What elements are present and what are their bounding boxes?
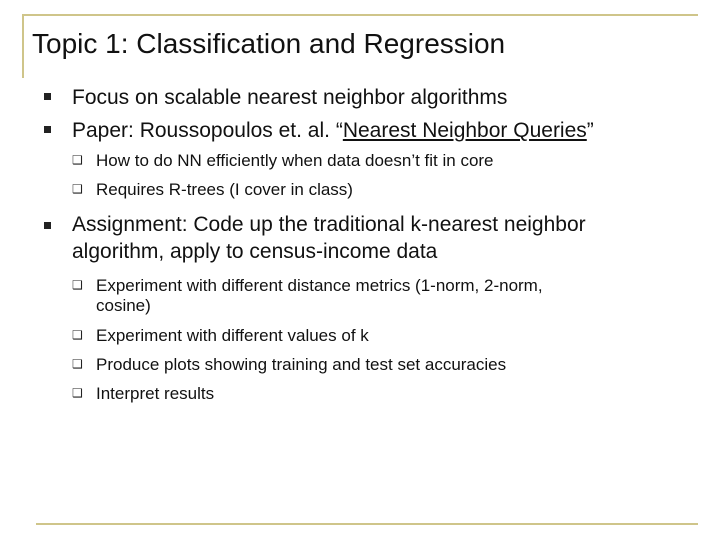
checkbox-bullet-icon: ❑ <box>72 357 83 371</box>
square-bullet-icon <box>44 126 51 133</box>
checkbox-bullet-icon: ❑ <box>72 182 83 196</box>
sub-bullet-text: Requires R-trees (I cover in class) <box>96 180 353 199</box>
sub-bullet-text: Experiment with different distance metrics (1-norm, 2-norm, <box>96 276 543 295</box>
bullet-text-2-suffix: ” <box>586 119 594 142</box>
paper-title-link[interactable]: Nearest Neighbor Queries <box>342 119 587 142</box>
sub-bullet-text: Experiment with different values of k <box>96 326 369 345</box>
sub-bullet-text: Produce plots showing training and test set accuracies <box>96 355 507 374</box>
frame-left-line <box>22 14 24 78</box>
sub-bullet-text: How to do NN efficiently when data doesn’t fit in core <box>96 151 494 170</box>
square-bullet-icon <box>44 222 51 229</box>
checkbox-bullet-icon: ❑ <box>72 386 83 400</box>
bullet-text-2-prefix: Paper: Roussopoulos et. al. “ <box>72 119 343 142</box>
frame-bottom-line <box>36 523 698 525</box>
slide-title: Topic 1: Classification and Regression <box>32 28 506 59</box>
bullet-text-3-line-1: Assignment: Code up the traditional k-nearest neighbor <box>72 213 586 236</box>
bullet-text-2 <box>72 118 594 143</box>
checkbox-bullet-icon: ❑ <box>72 278 83 292</box>
bullet-text-1: Focus on scalable nearest neighbor algorithms <box>72 86 508 109</box>
sub-bullet-text: Interpret results <box>96 384 215 403</box>
sub-bullet-text-continued: cosine) <box>96 296 151 315</box>
frame-top-line <box>22 14 698 16</box>
checkbox-bullet-icon: ❑ <box>72 328 83 342</box>
checkbox-bullet-icon: ❑ <box>72 153 83 167</box>
bullet-text-3-line-2: algorithm, apply to census-income data <box>72 240 438 263</box>
square-bullet-icon <box>44 93 51 100</box>
